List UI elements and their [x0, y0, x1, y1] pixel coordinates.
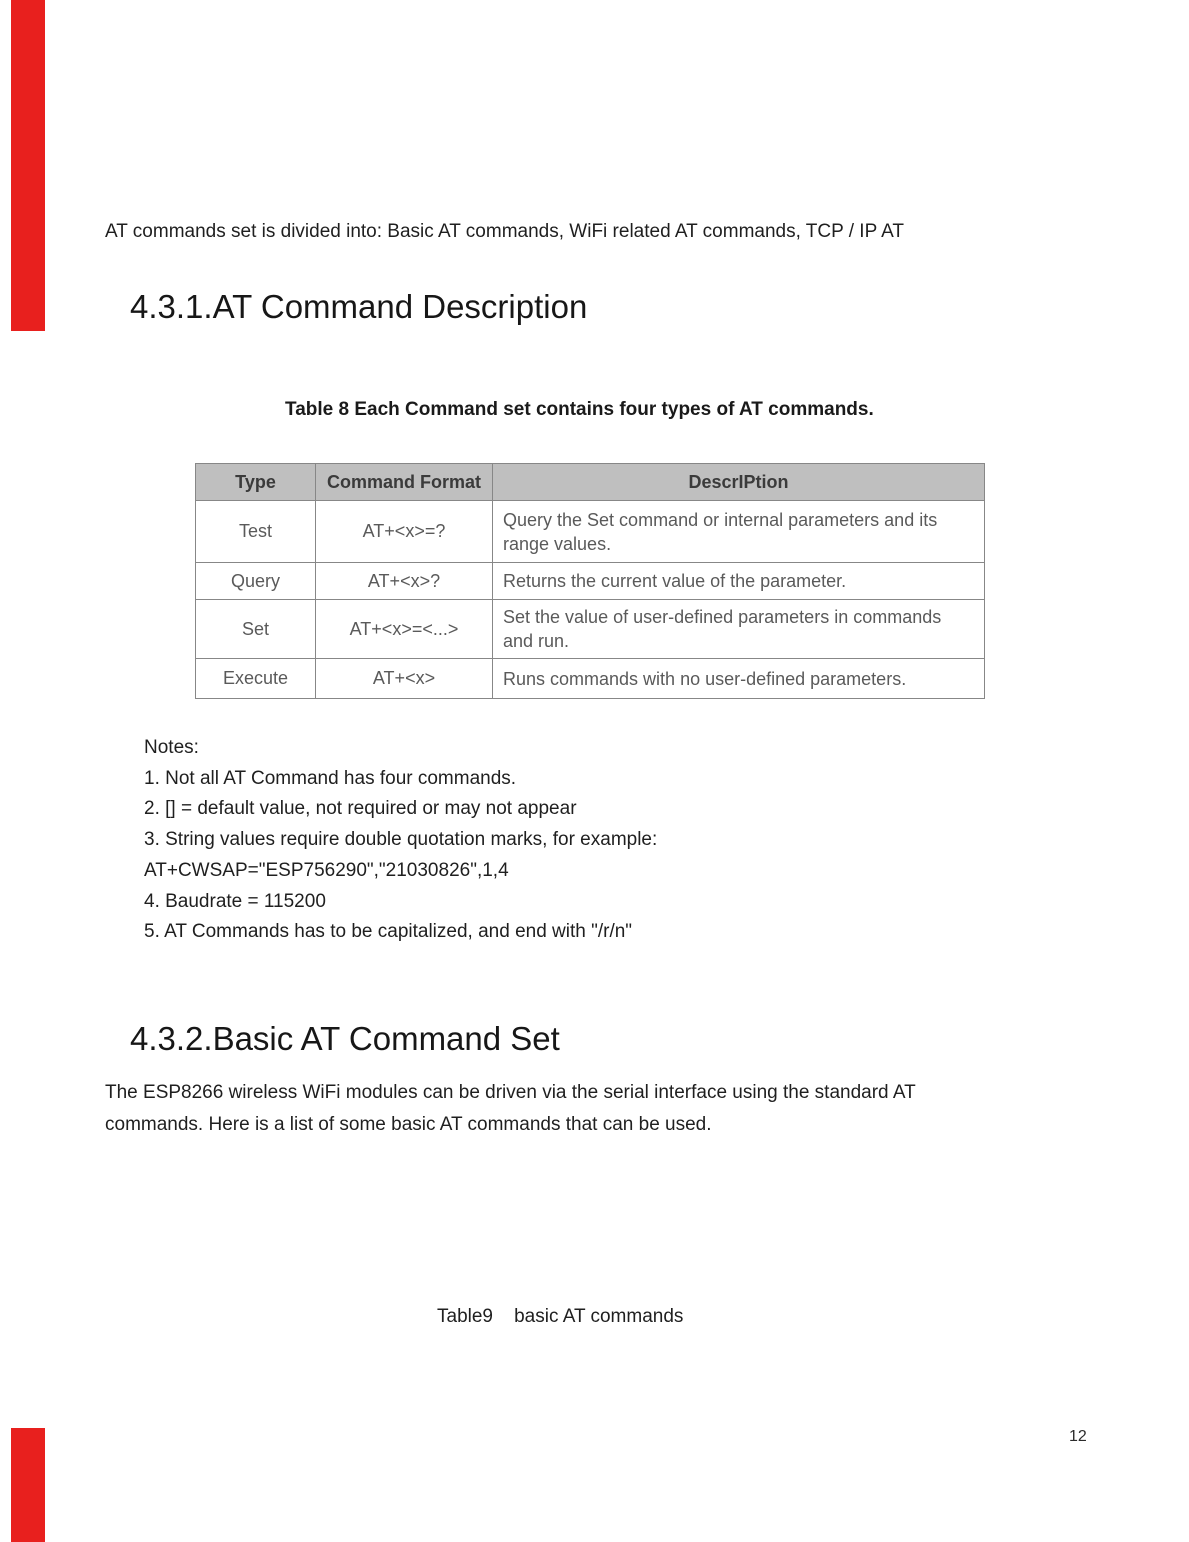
cell-description: Runs commands with no user-defined parameters.: [493, 659, 985, 699]
red-margin-bar-top: [11, 0, 45, 331]
section-4-3-2-paragraph-line: commands. Here is a list of some basic AT commands that can be used.: [105, 1114, 712, 1135]
column-header-type: Type: [196, 464, 316, 501]
section-4-3-1-heading: 4.3.1.AT Command Description: [130, 288, 588, 325]
notes-title: Notes:: [144, 737, 199, 758]
table9-caption: Table9 basic AT commands: [437, 1306, 684, 1327]
note-item: 4. Baudrate = 115200: [144, 890, 326, 912]
section-4-3-2-heading: 4.3.2.Basic AT Command Set: [130, 1020, 560, 1057]
cell-format: AT+<x>=?: [316, 501, 493, 563]
cell-description: Set the value of user-defined parameters in commands and run.: [493, 600, 985, 659]
red-margin-bar-bottom: [11, 1428, 45, 1542]
section-4-3-2-paragraph-line: The ESP8266 wireless WiFi modules can be driven via the serial interface using the standard AT: [105, 1082, 916, 1103]
table-row: [196, 501, 985, 563]
table-row: [196, 659, 985, 699]
cell-type: Test: [196, 501, 316, 563]
note-item: 5. AT Commands has to be capitalized, and end with "/r/n": [144, 921, 633, 943]
note-item: 3. String values require double quotation marks, for example:: [144, 829, 658, 851]
table-header-row: [196, 464, 985, 501]
cell-format: AT+<x>: [316, 659, 493, 699]
cell-description: Query the Set command or internal parameters and its range values.: [493, 501, 985, 563]
table8-caption: Table 8 Each Command set contains four types of AT commands.: [285, 399, 874, 420]
intro-paragraph: AT commands set is divided into: Basic AT commands, WiFi related AT commands, TCP / IP AT: [105, 221, 905, 242]
column-header-command-format: Command Format: [316, 464, 493, 501]
cell-type: Set: [196, 600, 316, 659]
cell-format: AT+<x>=<...>: [316, 600, 493, 659]
note-item: 1. Not all AT Command has four commands.: [144, 767, 517, 789]
table-row: [196, 563, 985, 600]
note-item: AT+CWSAP="ESP756290","21030826",1,4: [144, 859, 509, 881]
cell-description: Returns the current value of the parameter.: [493, 563, 985, 600]
table-row: [196, 600, 985, 659]
cell-type: Query: [196, 563, 316, 600]
page-number: 12: [1069, 1428, 1087, 1445]
note-item: 2. [] = default value, not required or may not appear: [144, 798, 577, 820]
column-header-description: DescrIPtion: [493, 464, 985, 501]
notes-block: [144, 733, 657, 948]
at-command-types-table: [195, 463, 985, 699]
cell-type: Execute: [196, 659, 316, 699]
cell-format: AT+<x>?: [316, 563, 493, 600]
